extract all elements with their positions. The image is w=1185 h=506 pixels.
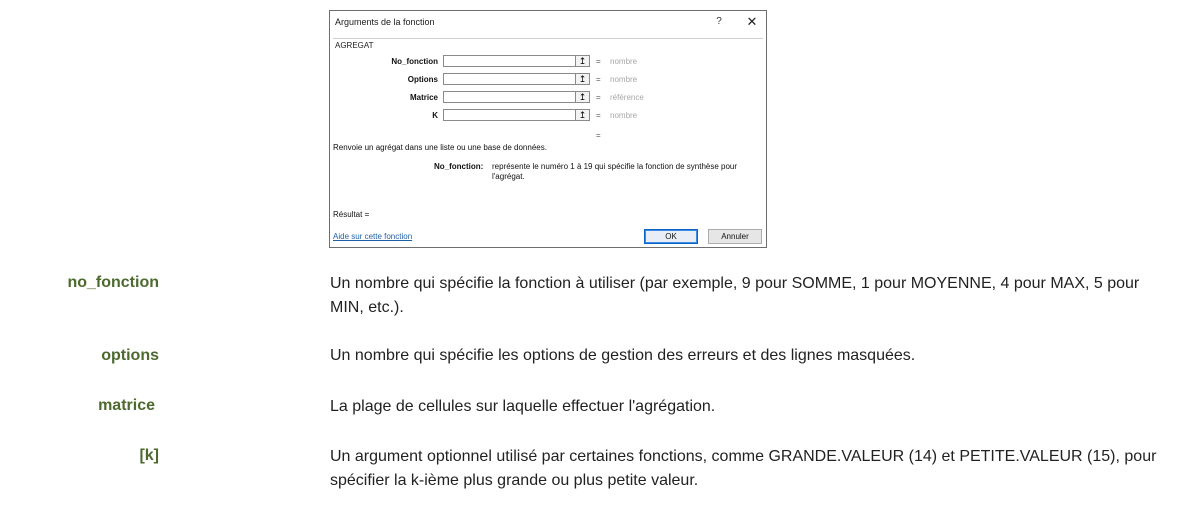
close-icon[interactable]: ✕ [746,14,758,29]
arg-type: nombre [610,111,638,120]
ok-button[interactable]: OK [644,229,698,244]
cancel-button[interactable]: Annuler [708,229,762,244]
matrice-input[interactable] [443,91,576,103]
param-desc-matrice: La plage de cellules sur laquelle effectuer l'agrégation. [330,398,716,415]
no-fonction-input[interactable] [443,55,576,67]
equals-sign: = [596,111,601,120]
arg-label-no-fonction: No_fonction [391,57,438,66]
group-name: AGREGAT [335,41,374,50]
equals-sign: = [596,93,601,102]
arg-label-k: K [432,111,438,120]
dialog-title: Arguments de la fonction [335,17,435,27]
param-desc-no-fonction: Un nombre qui spécifie la fonction à utiliser (par exemple, 9 pour SOMME, 1 pour MOYENNE, 4 pour MAX, 5 pour MIN, etc.). [330,275,1140,316]
arg-label-options: Options [407,75,438,84]
param-name-matrice: matrice [98,397,155,414]
help-link[interactable]: Aide sur cette fonction [333,232,413,241]
equals-sign: = [596,57,601,66]
collapse-ref-icon[interactable]: ↥ [575,109,590,121]
options-input[interactable] [443,73,576,85]
arg-label-matrice: Matrice [409,93,438,102]
k-input[interactable] [443,109,576,121]
param-name-options: options [101,347,159,364]
collapse-ref-icon[interactable]: ↥ [575,73,590,85]
help-icon[interactable]: ? [716,16,722,27]
dialog-titlebar [330,11,766,33]
equals-sign: = [596,75,601,84]
arg-type: nombre [610,75,638,84]
arg-description-name: No_fonction: [434,162,484,171]
param-desc-options: Un nombre qui spécifie les options de gestion des erreurs et des lignes masquées. [330,347,916,364]
param-desc-k: Un argument optionnel utilisé par certaines fonctions, comme GRANDE.VALEUR (14) et PETITE.VALEUR (15), pour spécifier la k-ième plus grande ou plus petite valeur. [330,448,1157,489]
arg-type: nombre [610,57,638,66]
collapse-ref-icon[interactable]: ↥ [575,55,590,67]
function-description: Renvoie un agrégat dans une liste ou une base de données. [333,143,547,152]
result-label: Résultat = [333,210,370,219]
param-name-k: [k] [139,447,159,464]
result-equals-sign: = [596,131,601,140]
param-name-no-fonction: no_fonction [67,274,159,291]
arg-description-text: représente le numéro 1 à 19 qui spécifie la fonction de synthèse pour l'agrégat. [492,162,738,181]
function-arguments-dialog [329,10,767,248]
arg-type: référence [610,93,644,102]
collapse-ref-icon[interactable]: ↥ [575,91,590,103]
